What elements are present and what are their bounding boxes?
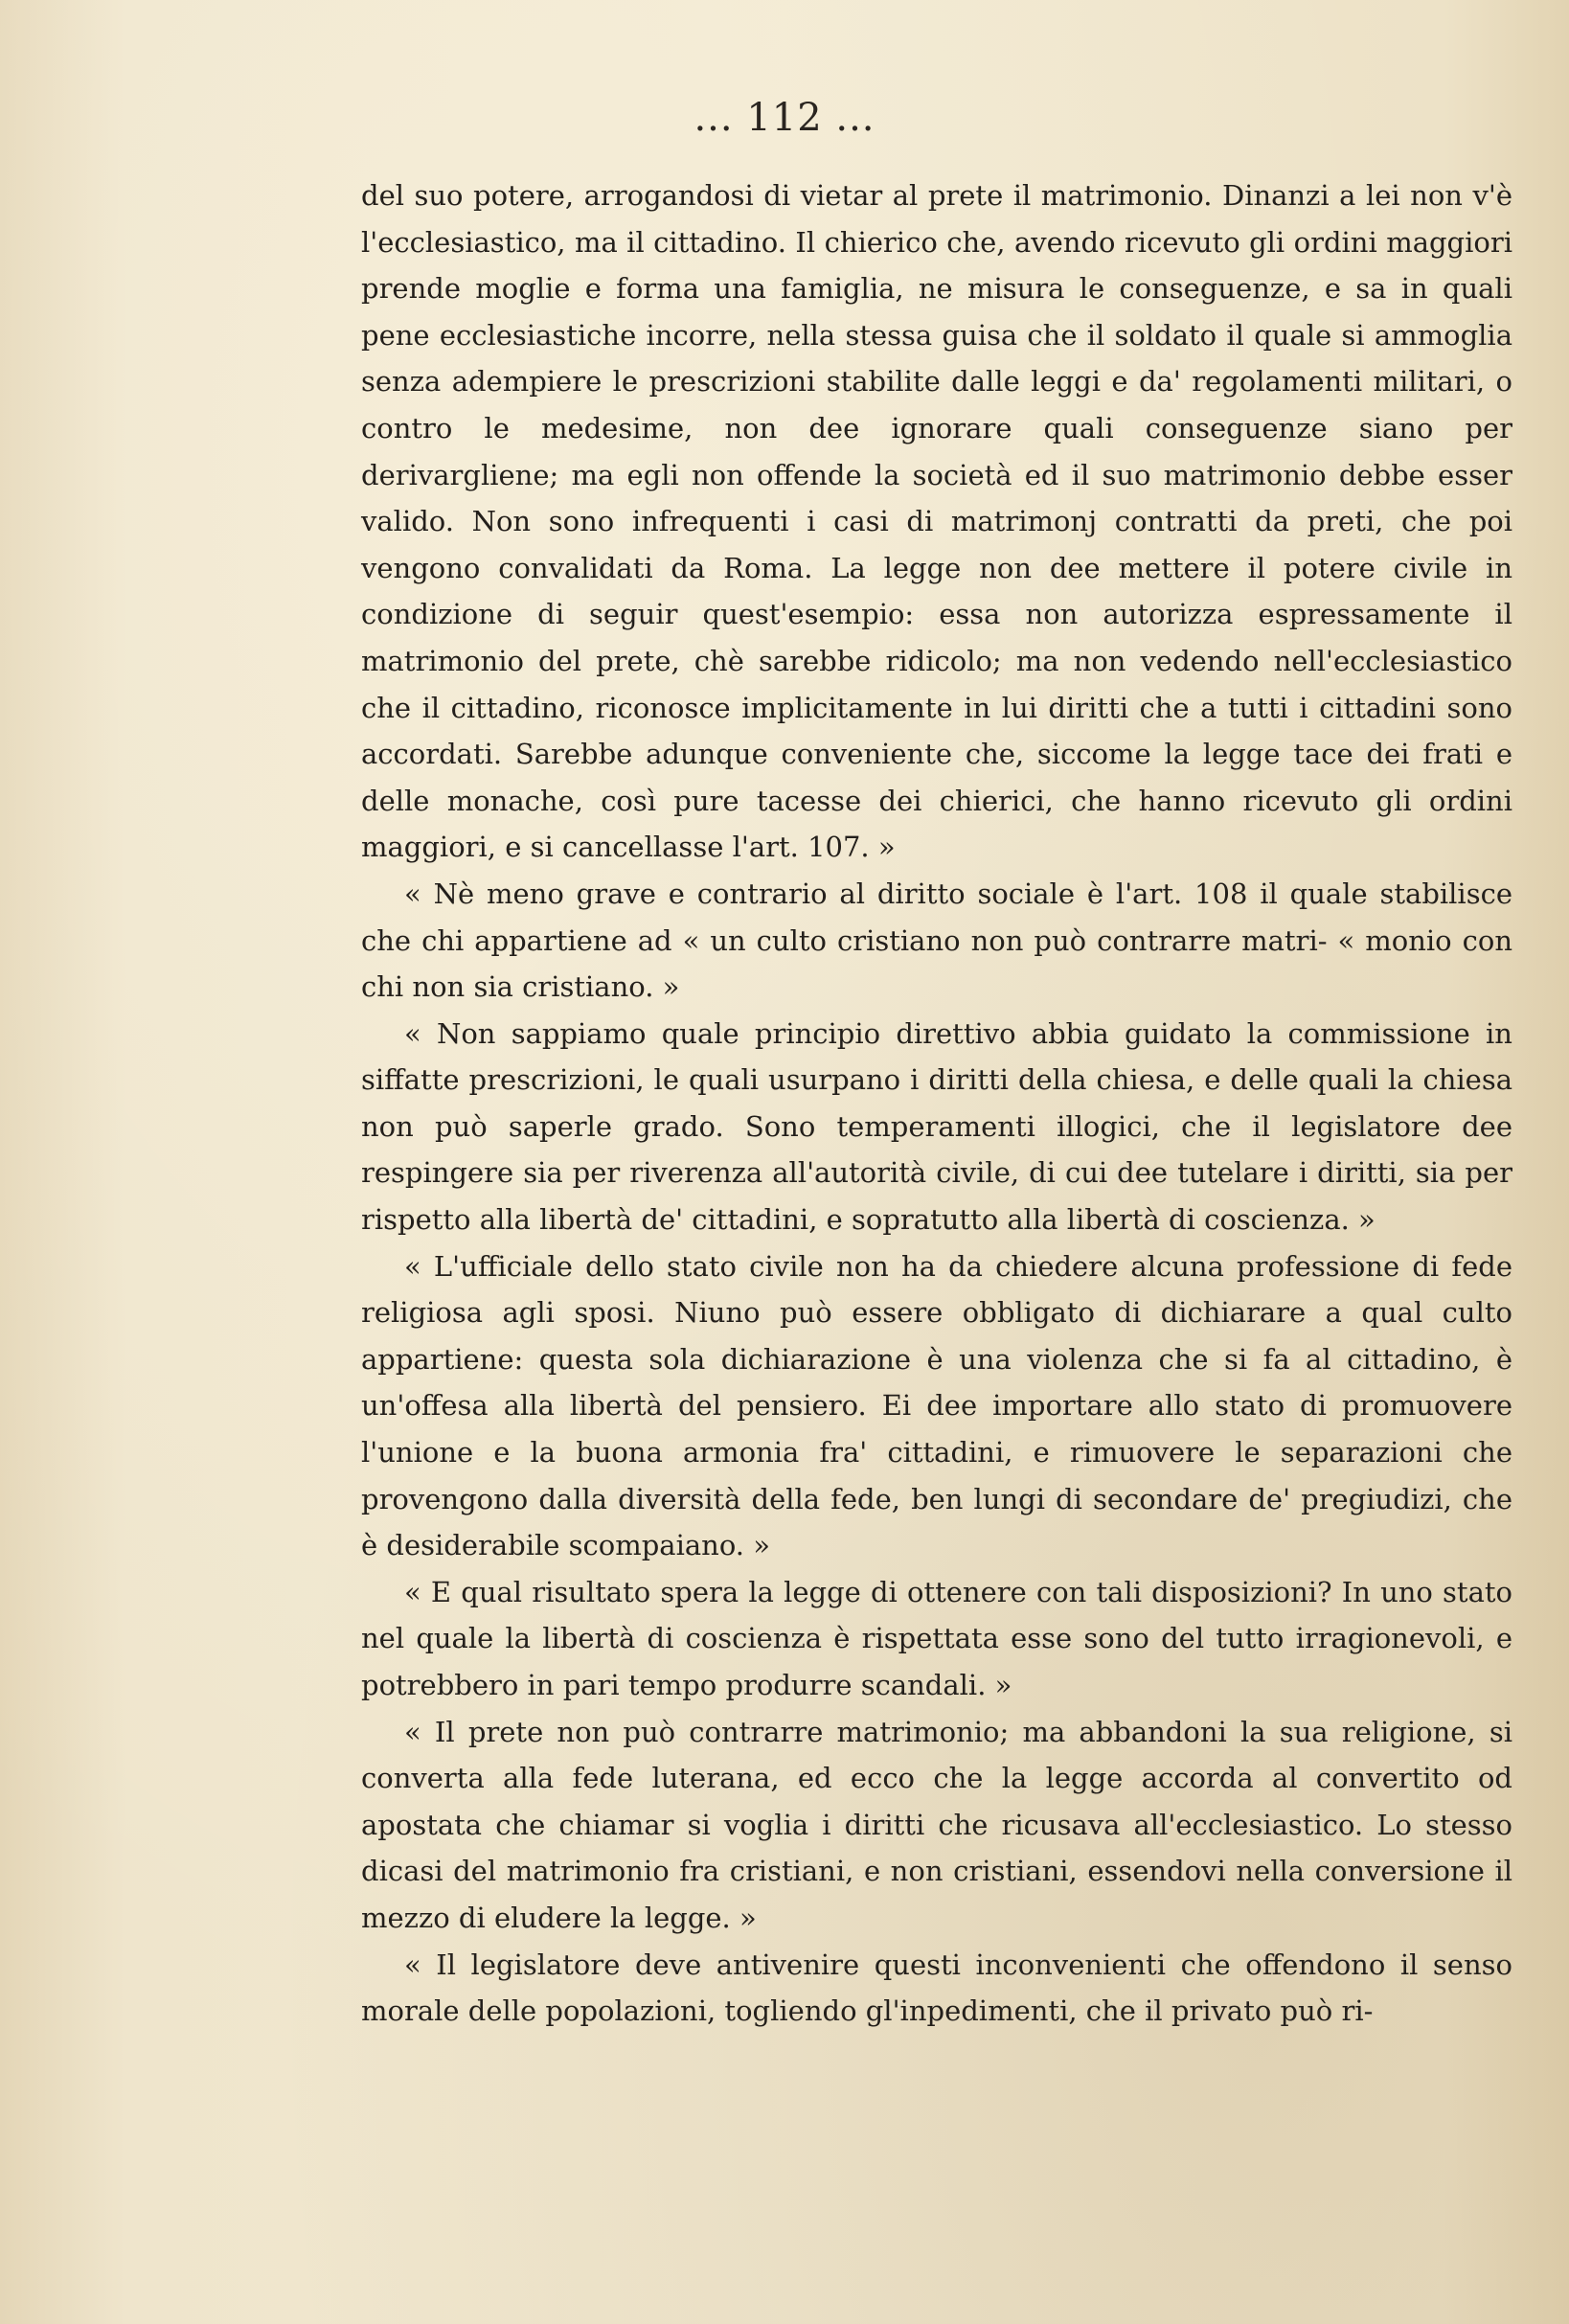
paragraph: « Non sappiamo quale principio direttivo abbia guidato la commissione in siffatte prescrizioni, le quali usurpano i diritti della chiesa, e delle quali la chiesa non può saperle grado. Sono temperamenti illogici, che il legislatore dee respingere sia per riverenza all'autorità civile, di cui dee tutelare i diritti, sia per rispetto alla libertà de' cittadini, e sopratutto alla libertà di coscienza. » (361, 1016, 1512, 1237)
body-text (361, 172, 1512, 2035)
paragraph: « Nè meno grave e contrario al diritto sociale è l'art. 108 il quale stabilisce che chi appartiene ad « un culto cristiano non può contrarre matri- « monio con chi non sia cristiano. » (361, 877, 1512, 1004)
paragraph: « L'ufficiale dello stato civile non ha da chiedere alcuna professione di fede religiosa agli sposi. Niuno può essere obbligato di dichiarare a qual culto appartiene: questa sola dichiarazione è una violenza che si fa al cittadino, è un'offesa alla libertà del pensiero. Ei dee importare allo stato di promuovere l'unione e la buona armonia fra' cittadini, e rimuovere le separazioni che provengono dalla diversità della fede, ben lungi di secondare de' pregiudizi, che è desiderabile scompaiano. » (361, 1249, 1512, 1562)
paragraph: « Il prete non può contrarre matrimonio; ma abbandoni la sua religione, si converta alla fede luterana, ed ecco che la legge accorda al convertito od apostata che chiamar si voglia i diritti che ricusava all'ecclesiastico. Lo stesso dicasi del matrimonio fra cristiani, e non cristiani, essendovi nella conversione il mezzo di eludere la legge. » (361, 1715, 1512, 1934)
paragraph: del suo potere, arrogandosi di vietar al prete il matrimonio. Dinanzi a lei non v'è l'ecclesiastico, ma il cittadino. Il chierico che, avendo ricevuto gli ordini maggiori prende moglie e forma una famiglia, ne misura le conseguenze, e sa in quali pene ecclesiastiche incorre, nella stessa guisa che il soldato il quale si ammoglia senza adempiere le prescrizioni stabilite dalle leggi e da' regolamenti militari, o contro le medesime, non dee ignorare quali conseguenze siano per derivargliene; ma egli non offende la società ed il suo matrimonio debbe esser valido. Non sono infrequenti i casi di matrimonj contratti da preti, che poi vengono convalidati da Roma. La legge non dee mettere il potere civile in condizione di seguir quest'esempio: essa non autorizza espressamente il matrimonio del prete, chè sarebbe ridicolo; ma non vedendo nell'ecclesiastico che il cittadino, riconosce implicitamente in lui diritti che a tutti i cittadini sono accordati. Sarebbe adunque conveniente che, siccome la legge tace dei frati e delle monache, così pure tacesse dei chierici, che hanno ricevuto gli ordini maggiori, e si cancellasse l'art. 107. » (361, 179, 1512, 864)
page-number: ... 112 ... (694, 96, 875, 140)
paragraph: « Il legislatore deve antivenire questi inconvenienti che offendono il senso morale delle popolazioni, togliendo gl'inpedimenti, che il privato può ri- (361, 1948, 1512, 2028)
paragraph: « E qual risultato spera la legge di ottenere con tali disposizioni? In uno stato nel quale la libertà di coscienza è rispettata esse sono del tutto irragionevoli, e potrebbero in pari tempo produrre scandali. » (361, 1575, 1512, 1701)
